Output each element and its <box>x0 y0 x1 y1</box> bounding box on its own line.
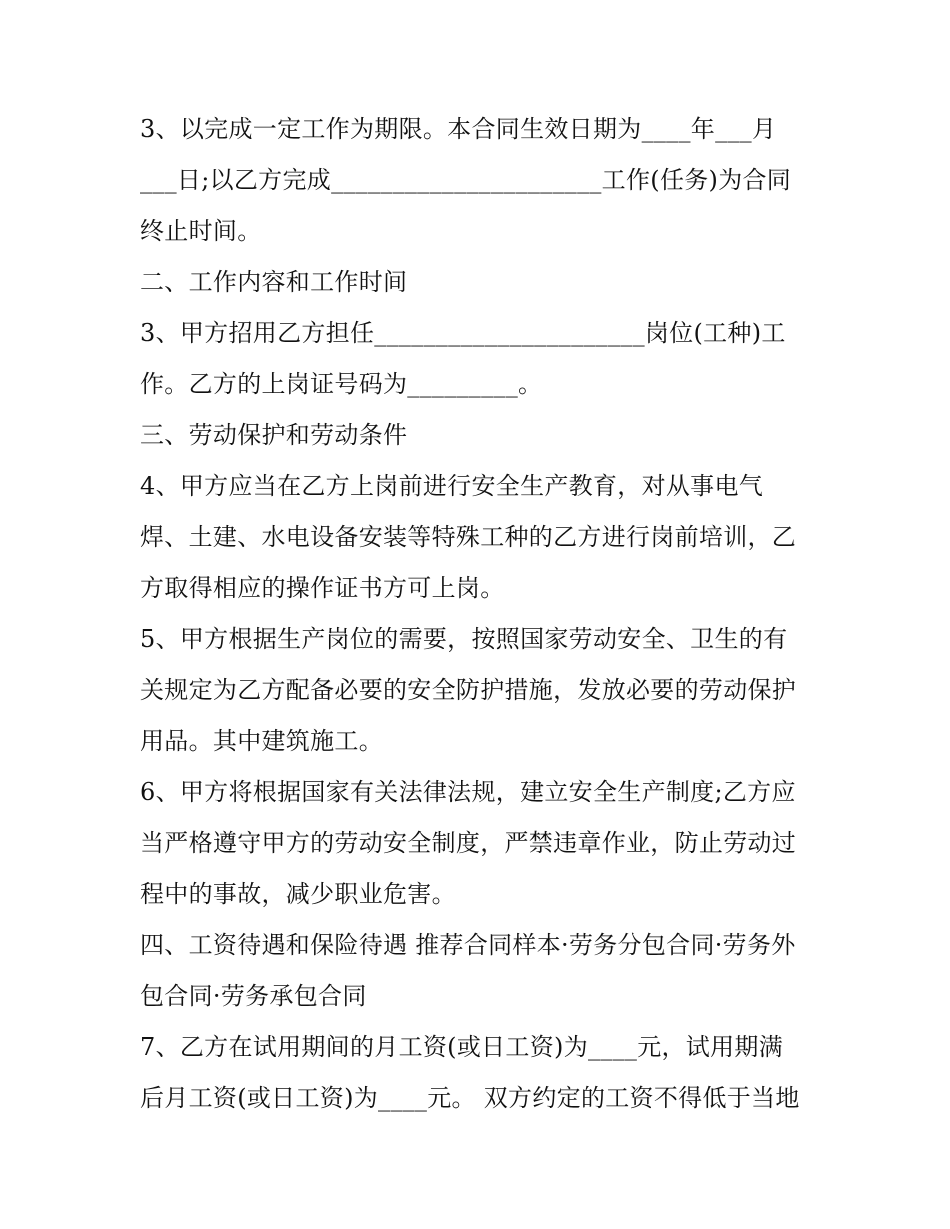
section-4-heading-line-1: 四、工资待遇和保险待遇 推荐合同样本·劳务分包合同·劳务外 <box>140 931 796 959</box>
clause-6-line-2: 当严格遵守甲方的劳动安全制度，严禁违章作业，防止劳动过 <box>140 829 797 857</box>
clause-5-line-1: 5、甲方根据生产岗位的需要，按照国家劳动安全、卫生的有 <box>140 625 788 653</box>
clause-6-line-1: 6、甲方将根据国家有关法律法规，建立安全生产制度;乙方应 <box>140 778 796 806</box>
clause-3-term-line-1: 3、以完成一定工作为期限。本合同生效日期为____年___月 <box>140 115 777 143</box>
clause-3-term-line-3: 终止时间。 <box>140 217 262 245</box>
section-3-heading: 三、劳动保护和劳动条件 <box>140 421 408 449</box>
clause-5-line-2: 关规定为乙方配备必要的安全防护措施，发放必要的劳动保护 <box>140 676 797 704</box>
section-2-heading: 二、工作内容和工作时间 <box>140 268 408 296</box>
clause-3-position-line-1: 3、甲方招用乙方担任______________________岗位(工种)工 <box>140 319 786 347</box>
clause-3-term-line-2: ___日;以乙方完成______________________工作(任务)为合同 <box>140 166 792 194</box>
clause-4-line-2: 焊、土建、水电设备安装等特殊工种的乙方进行岗前培训，乙 <box>140 523 797 551</box>
clause-3-position-line-2: 作。乙方的上岗证号码为_________。 <box>140 370 543 398</box>
clause-7-line-2: 后月工资(或日工资)为____元。 双方约定的工资不得低于当地 <box>140 1084 800 1112</box>
clause-6-line-3: 程中的事故，减少职业危害。 <box>140 880 456 908</box>
clause-4-line-3: 方取得相应的操作证书方可上岗。 <box>140 574 505 602</box>
section-4-heading-line-2: 包合同·劳务承包合同 <box>140 982 367 1010</box>
clause-7-line-1: 7、乙方在试用期间的月工资(或日工资)为____元，试用期满 <box>140 1033 783 1061</box>
clause-4-line-1: 4、甲方应当在乙方上岗前进行安全生产教育，对从事电气 <box>140 472 764 500</box>
clause-5-line-3: 用品。其中建筑施工。 <box>140 727 383 755</box>
